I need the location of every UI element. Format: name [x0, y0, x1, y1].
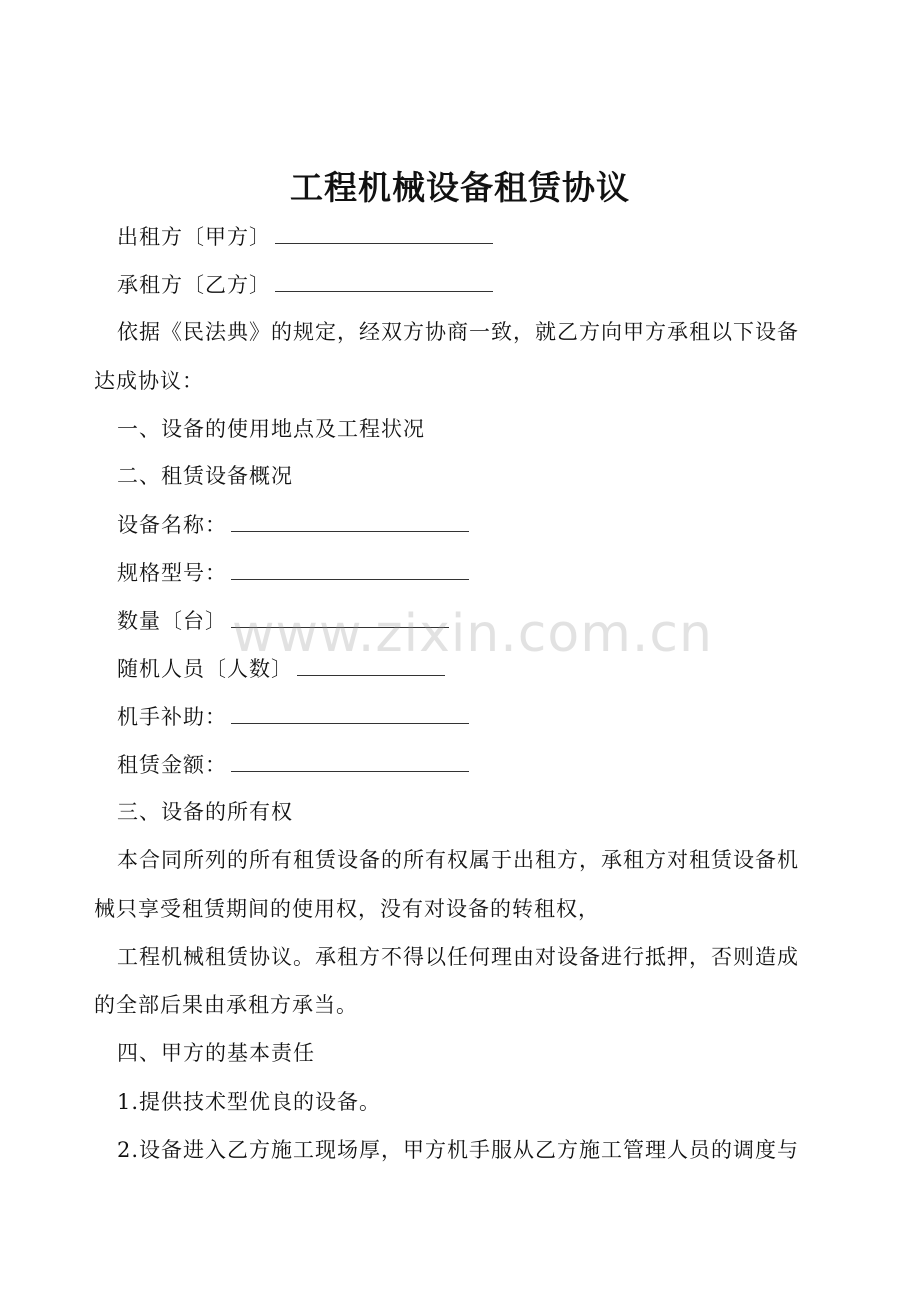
- watermark: www.zixin.com.cn: [232, 604, 713, 664]
- lessee-blank: [275, 269, 493, 292]
- equipment-name-blank: [231, 509, 469, 532]
- quantity-blank: [231, 605, 449, 628]
- ownership-line-4: 的全部后果由承租方承当。: [94, 993, 358, 1017]
- equipment-name-field: [117, 509, 469, 540]
- lessee-label: 承租方〔乙方〕: [117, 273, 271, 297]
- ownership-line-2: 械只享受租赁期间的使用权，没有对设备的转租权，: [94, 897, 600, 921]
- rent-amount-label: 租赁金额：: [117, 753, 227, 777]
- quantity-field: [117, 605, 449, 636]
- equipment-name-label: 设备名称：: [117, 513, 227, 537]
- duty-item-2: 2.设备进入乙方施工现场厚，甲方机手服从乙方施工管理人员的调度与: [117, 1138, 800, 1162]
- lessee-field: [117, 269, 493, 300]
- intro-line-1: 依据《民法典》的规定，经双方协商一致，就乙方向甲方承租以下设备: [117, 320, 799, 344]
- spec-model-blank: [231, 557, 469, 580]
- staff-field: [117, 653, 445, 684]
- section-2-heading: 二、租赁设备概况: [117, 464, 293, 488]
- lessor-field: [117, 221, 493, 252]
- section-1-heading: 一、设备的使用地点及工程状况: [117, 417, 425, 441]
- operator-subsidy-blank: [231, 701, 469, 724]
- document-title: 工程机械设备租赁协议: [290, 168, 630, 207]
- section-3-heading: 三、设备的所有权: [117, 800, 293, 824]
- operator-subsidy-field: [117, 701, 469, 732]
- staff-label: 随机人员〔人数〕: [117, 657, 293, 681]
- rent-amount-blank: [231, 749, 469, 772]
- ownership-line-1: 本合同所列的所有租赁设备的所有权属于出租方，承租方对租赁设备机: [117, 848, 799, 872]
- operator-subsidy-label: 机手补助：: [117, 705, 227, 729]
- quantity-label: 数量〔台〕: [117, 609, 227, 633]
- ownership-line-3: 工程机械租赁协议。承租方不得以任何理由对设备进行抵押，否则造成: [117, 945, 799, 969]
- lessor-label: 出租方〔甲方〕: [117, 225, 271, 249]
- lessor-blank: [275, 221, 493, 244]
- staff-blank: [297, 653, 445, 676]
- rent-amount-field: [117, 749, 469, 780]
- duty-item-1: 1.提供技术型优良的设备。: [117, 1090, 382, 1114]
- section-4-heading: 四、甲方的基本责任: [117, 1041, 315, 1065]
- spec-model-label: 规格型号：: [117, 561, 227, 585]
- spec-model-field: [117, 557, 469, 588]
- intro-line-2: 达成协议：: [94, 369, 204, 393]
